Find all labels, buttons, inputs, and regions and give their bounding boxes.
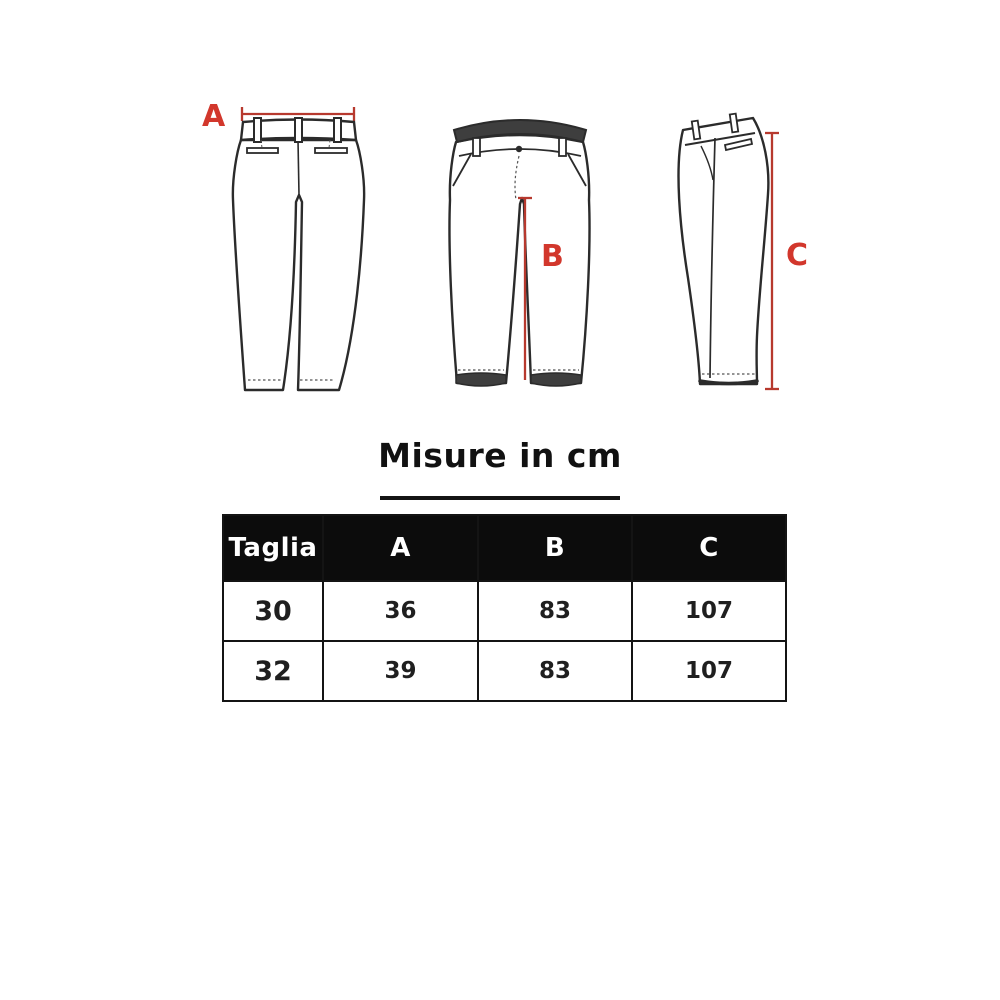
waist-button xyxy=(516,146,522,152)
size-chart-title: Misure in cm xyxy=(378,436,622,475)
cell-a: 36 xyxy=(323,581,478,641)
cell-b: 83 xyxy=(478,581,632,641)
size-row-32 xyxy=(223,641,786,701)
cell-taglia: 32 xyxy=(223,641,323,701)
pants-front-view-drawing xyxy=(440,88,600,403)
header-cell-b: B xyxy=(478,515,632,581)
measurement-label-a: A xyxy=(202,99,226,134)
measurement-label-c: C xyxy=(786,238,809,273)
cell-b: 83 xyxy=(478,641,632,701)
pants-side-view-drawing xyxy=(655,88,805,403)
measurement-label-b: B xyxy=(541,239,565,274)
cell-a: 39 xyxy=(323,641,478,701)
cell-c: 107 xyxy=(632,641,786,701)
front-hems xyxy=(456,370,581,386)
size-row-30 xyxy=(223,581,786,641)
size-table xyxy=(222,514,787,702)
cell-c: 107 xyxy=(632,581,786,641)
front-view-outline xyxy=(449,135,589,383)
header-cell-c: C xyxy=(632,515,786,581)
title-underline xyxy=(380,496,620,500)
header-cell-a: A xyxy=(323,515,478,581)
pants-back-view-drawing xyxy=(195,88,375,403)
header-cell-taglia: Taglia xyxy=(223,515,323,581)
center-back-seam xyxy=(298,140,299,195)
size-table-header-row xyxy=(223,515,786,581)
cell-taglia: 30 xyxy=(223,581,323,641)
side-view-outline xyxy=(679,118,769,384)
